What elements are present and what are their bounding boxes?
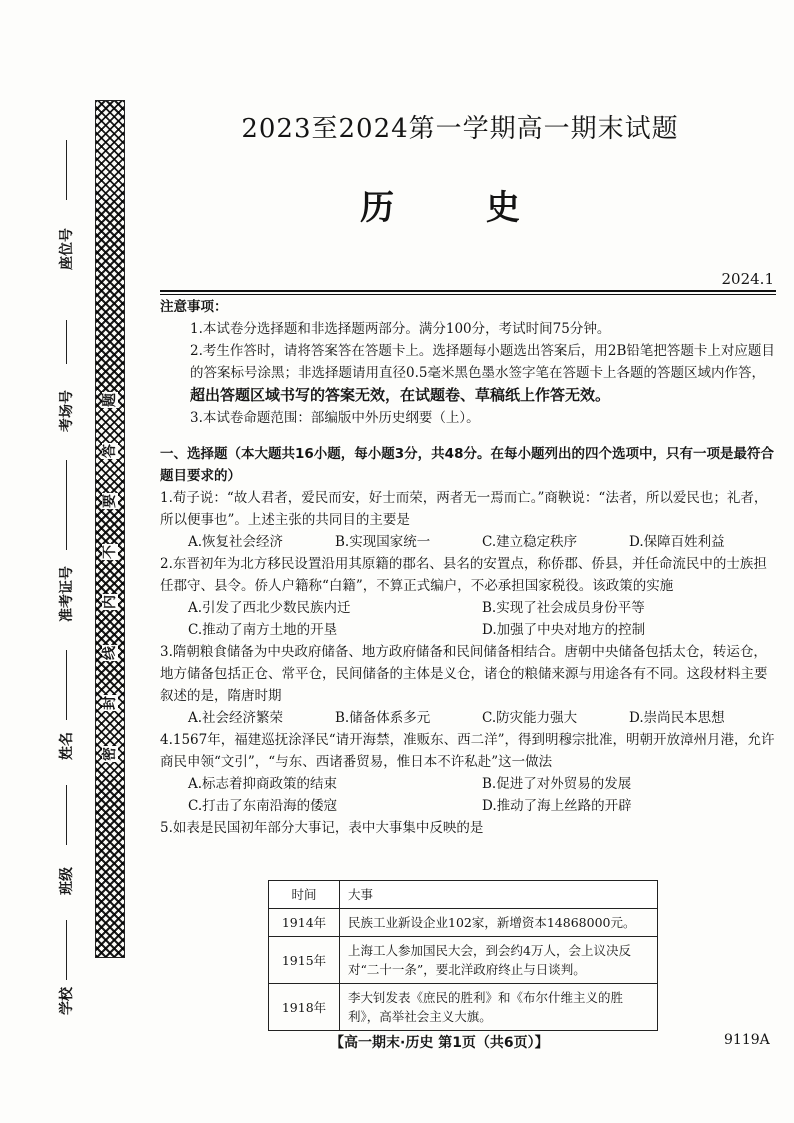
option[interactable]: A.引发了西北少数民族内迁 (188, 600, 351, 616)
school-label: 学校 (59, 987, 75, 1015)
subject-title: 历 史 (360, 188, 560, 228)
option[interactable]: A.社会经济繁荣 (188, 710, 284, 726)
option[interactable]: B.促进了对外贸易的发展 (482, 776, 632, 792)
section-heading: 一、选择题（本大题共16小题，每小题3分，共48分。在每小题列出的四个选项中，只有一项是最符合题目要求的） (160, 446, 774, 484)
option[interactable]: B.储备体系多元 (335, 710, 431, 726)
class-label: 班级 (59, 867, 75, 895)
seal-char: 内 (102, 595, 118, 610)
option[interactable]: C.推动了南方土地的开垦 (188, 622, 338, 638)
page-footer: 【高一期末·历史 第1页（共6页）】 (330, 1035, 549, 1051)
school-field[interactable] (38, 920, 86, 1020)
question-stem: 4.1567年，福建巡抚涂泽民“请开海禁，准贩东、西二洋”，得到明穆宗批准，明朝开放漳州月港，允许商民申领“文引”，“与东、西诸番贸易，惟日本不许私赴”这一做法 (160, 732, 775, 770)
seal-char: 线 (102, 645, 118, 660)
seat-number-field[interactable] (38, 140, 86, 290)
seat-number-label: 座位号 (59, 228, 75, 270)
question-options (160, 531, 776, 553)
option[interactable]: D.保障百姓利益 (629, 534, 725, 550)
notice-item: 3.本试卷命题范围：部编版中外历史纲要（上）。 (190, 410, 480, 426)
exam-content (160, 296, 776, 839)
class-field[interactable] (38, 785, 86, 905)
seal-char: 不 (102, 544, 118, 559)
seal-char: 要 (102, 494, 118, 509)
notice-item: 1.本试卷分选择题和非选择题两部分。满分100分，考试时间75分钟。 (190, 321, 611, 337)
table-cell-year: 1914年 (269, 909, 340, 937)
question-stem: 3.隋朝粮食储备为中央政府储备、地方政府储备和民间储备相结合。唐朝中央储备包括太仓，转运仓，地方储备包括正仓、常平仓，民间储备的主体是义仓，诸仓的粮储来源与用途各有不同。这段材料主要叙述的是，隋唐时期 (160, 644, 768, 704)
table-cell-event: 民族工业新设企业102家，新增资本14868000元。 (340, 909, 658, 937)
question-stem: 5.如表是民国初年部分大事记，表中大事集中反映的是 (160, 820, 484, 836)
question-stem: 2.东晋初年为北方移民设置沿用其原籍的郡名、县名的安置点，称侨郡、侨县，并任命流民中的士族担任郡守、县令。侨人户籍称“白籍”，不算正式编户，不必承担国家税役。该政策的实施 (160, 556, 767, 594)
table-cell-year: 1915年 (269, 937, 340, 984)
seal-char: 密 (102, 746, 118, 761)
exam-title: 2023至2024第一学期高一期末试题 (241, 114, 679, 144)
ticket-number-field[interactable] (38, 460, 86, 630)
name-field[interactable] (38, 650, 86, 770)
seal-char: 答 (102, 443, 118, 458)
table-header: 大事 (340, 881, 658, 909)
table-row (269, 937, 658, 984)
option[interactable]: B.实现了社会成员身份平等 (482, 600, 645, 616)
table-cell-event: 李大钊发表《庶民的胜利》和《布尔什维主义的胜利》，高举社会主义大旗。 (340, 984, 658, 1031)
table-header-row (269, 881, 658, 909)
question-options (160, 795, 776, 817)
seal-line-text (102, 392, 118, 762)
table-cell-event: 上海工人参加国民大会，到会约4万人，会上议决反对“二十一条”，要北洋政府终止与日谈判。 (340, 937, 658, 984)
option[interactable]: A.恢复社会经济 (188, 534, 284, 550)
table-cell-year: 1918年 (269, 984, 340, 1031)
table-header: 时间 (269, 881, 340, 909)
question-options (160, 597, 776, 619)
paper-code: 9119A (724, 1032, 770, 1048)
notice-item: 2.考生作答时，请将答案答在答题卡上。选择题每小题选出答案后，用2B铅笔把答题卡上对应题目的答案标号涂黑；非选择题请用直径0.5毫米黑色墨水签字笔在答题卡上各题的答题区域内作答，超出答题区域书写的答案无效，在试题卷、草稿纸上作答无效。 (190, 343, 775, 404)
header-rule (160, 290, 776, 292)
question-options (160, 619, 776, 641)
notice-emphasis: 超出答题区域书写的答案无效，在试题卷、草稿纸上作答无效。 (190, 386, 611, 404)
option[interactable]: C.防灾能力强大 (482, 710, 578, 726)
name-label: 姓名 (59, 732, 75, 760)
question-stem: 1.荀子说：“故人君者，爱民而安，好士而荣，两者无一焉而亡。”商鞅说：“法者，所以爱民也；礼者，所以便事也”。上述主张的共同目的主要是 (160, 490, 768, 528)
exam-room-field[interactable] (38, 320, 86, 440)
seal-char: 封 (102, 696, 118, 711)
table-row (269, 909, 658, 937)
option[interactable]: D.加强了中央对地方的控制 (482, 622, 646, 638)
option[interactable]: C.建立稳定秩序 (482, 534, 578, 550)
question-options (160, 773, 776, 795)
option[interactable]: A.标志着抑商政策的结束 (188, 776, 338, 792)
option[interactable]: B.实现国家统一 (335, 534, 431, 550)
ticket-number-label: 准考证号 (59, 566, 75, 622)
exam-date: 2024.1 (721, 270, 774, 288)
option[interactable]: D.推动了海上丝路的开辟 (482, 798, 632, 814)
seal-char: 题 (102, 393, 118, 407)
notice-heading: 注意事项： (160, 299, 228, 315)
header-rule-thin (160, 294, 776, 295)
option[interactable]: C.打击了东南沿海的倭寇 (188, 798, 338, 814)
events-table (268, 880, 658, 1031)
question-options (160, 707, 776, 729)
option[interactable]: D.崇尚民本思想 (629, 710, 725, 726)
exam-room-label: 考场号 (59, 390, 75, 432)
table-row (269, 984, 658, 1031)
